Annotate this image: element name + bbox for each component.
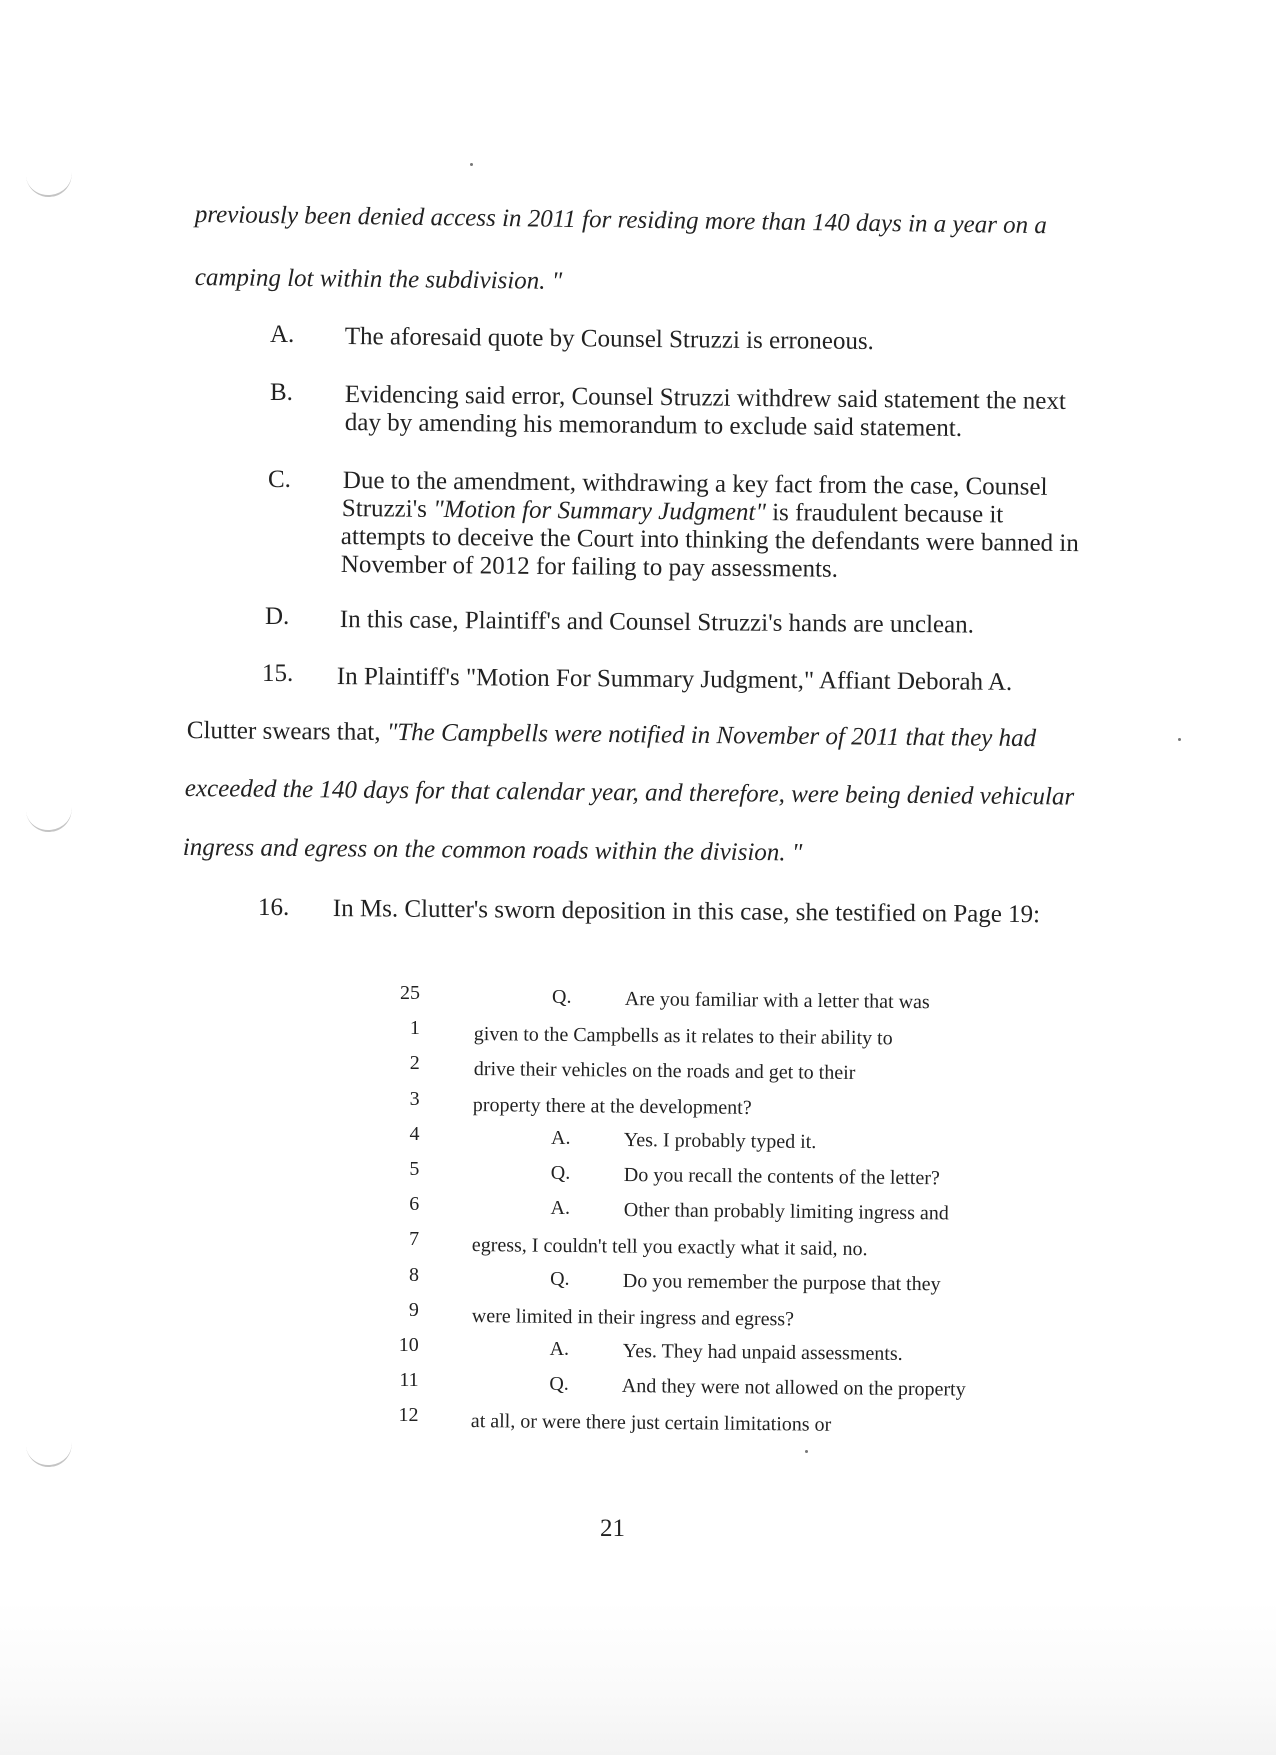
subitem-b-label: B. (270, 379, 293, 406)
deposition-text: drive their vehicles on the roads and get to their (473, 1058, 856, 1084)
deposition-line-number: 7 (409, 1228, 420, 1250)
paragraph15-number: 15. (262, 660, 294, 687)
subitem-c-line2-tail: is fraudulent because it (765, 499, 1004, 529)
deposition-line-number: 9 (408, 1299, 419, 1321)
subitem-a-label: A. (270, 321, 295, 348)
binder-hole (24, 788, 74, 835)
deposition-line-number: 11 (399, 1369, 419, 1391)
deposition-question-marker: Q. (550, 1162, 571, 1184)
deposition-text: Are you familiar with a letter that was (624, 987, 930, 1014)
paragraph16-line1: In Ms. Clutter's sworn deposition in this case, she testified on Page 19: (332, 894, 1041, 929)
scan-speck (1178, 738, 1181, 741)
deposition-text: Do you remember the purpose that they (622, 1270, 941, 1296)
deposition-question-marker: Q. (549, 1373, 569, 1395)
deposition-text: Yes. I probably typed it. (623, 1129, 817, 1154)
paragraph15-line2-lead: Clutter swears that, (186, 716, 387, 746)
deposition-line-number: 1 (409, 1017, 420, 1039)
subitem-c-motion-title: "Motion for Summary Judgment" (433, 495, 767, 527)
subitem-a-text: The aforesaid quote by Counsel Struzzi is erroneous. (344, 322, 874, 356)
deposition-answer-marker: A. (550, 1197, 570, 1219)
scan-shadow (0, 1600, 1276, 1755)
deposition-answer-marker: A. (551, 1127, 571, 1149)
scan-speck (470, 163, 473, 166)
paragraph15-line2 (187, 716, 1037, 753)
deposition-line-number: 2 (409, 1052, 420, 1074)
paragraph15-line3: exceeded the 140 days for that calendar year, and therefore, were being denied vehicular (184, 774, 1075, 811)
deposition-line-number: 10 (398, 1334, 419, 1356)
subitem-b-line2: day by amending his memorandum to exclude said statement. (344, 408, 963, 442)
subitem-c-label: C. (268, 466, 291, 493)
paragraph15-line4: ingress and egress on the common roads within the division. " (182, 833, 803, 867)
deposition-line-number: 25 (400, 982, 420, 1004)
subitem-b-line1: Evidencing said error, Counsel Struzzi withdrew said statement the next (344, 380, 1067, 415)
subitem-c-line2-lead: Struzzi's (341, 494, 434, 523)
subitem-c-line1: Due to the amendment, withdrawing a key fact from the case, Counsel (342, 466, 1048, 501)
binder-hole (24, 1423, 74, 1470)
subitem-c-line3: attempts to deceive the Court into thinking the defendants were banned in (340, 522, 1079, 558)
deposition-text: were limited in their ingress and egress? (471, 1305, 794, 1331)
deposition-line-number: 12 (398, 1404, 419, 1426)
deposition-question-marker: Q. (550, 1268, 570, 1290)
deposition-text: Other than probably limiting ingress and (623, 1199, 949, 1225)
deposition-line-number: 6 (409, 1193, 420, 1215)
deposition-line-number: 3 (409, 1088, 420, 1110)
deposition-question-marker: Q. (552, 986, 572, 1008)
deposition-answer-marker: A. (549, 1338, 570, 1360)
deposition-line-number: 4 (409, 1123, 420, 1145)
deposition-text: given to the Campbells as it relates to their ability to (473, 1022, 893, 1050)
deposition-line-number: 5 (409, 1158, 420, 1180)
deposition-text: egress, I couldn't tell you exactly what it said, no. (472, 1234, 869, 1261)
subitem-d-text: In this case, Plaintiff's and Counsel Struzzi's hands are unclean. (339, 605, 975, 639)
paragraph14-line1: previously been denied access in 2011 for residing more than 140 days in a year on a (194, 200, 1048, 240)
deposition-text: Do you recall the contents of the letter? (623, 1164, 940, 1190)
deposition-text: at all, or were there just certain limitations or (470, 1410, 832, 1436)
paragraph16-number: 16. (258, 894, 290, 921)
paragraph15-quote-start: "The Campbells were notified in November of 2011 that they had (386, 718, 1037, 753)
scan-speck (805, 1450, 808, 1453)
deposition-text: property there at the development? (473, 1094, 753, 1119)
deposition-text: Yes. They had unpaid assessments. (622, 1340, 903, 1365)
subitem-d-label: D. (265, 603, 290, 630)
deposition-line-number: 8 (409, 1264, 420, 1286)
paragraph15-line1: In Plaintiff's "Motion For Summary Judgment," Affiant Deborah A. (336, 662, 1013, 696)
subitem-c-line4: November of 2012 for failing to pay assessments. (340, 550, 839, 583)
binder-hole (24, 153, 74, 200)
page-number: 21 (600, 1515, 625, 1542)
paragraph14-line2: camping lot within the subdivision. " (194, 263, 563, 295)
deposition-text: And they were not allowed on the property (622, 1375, 967, 1401)
